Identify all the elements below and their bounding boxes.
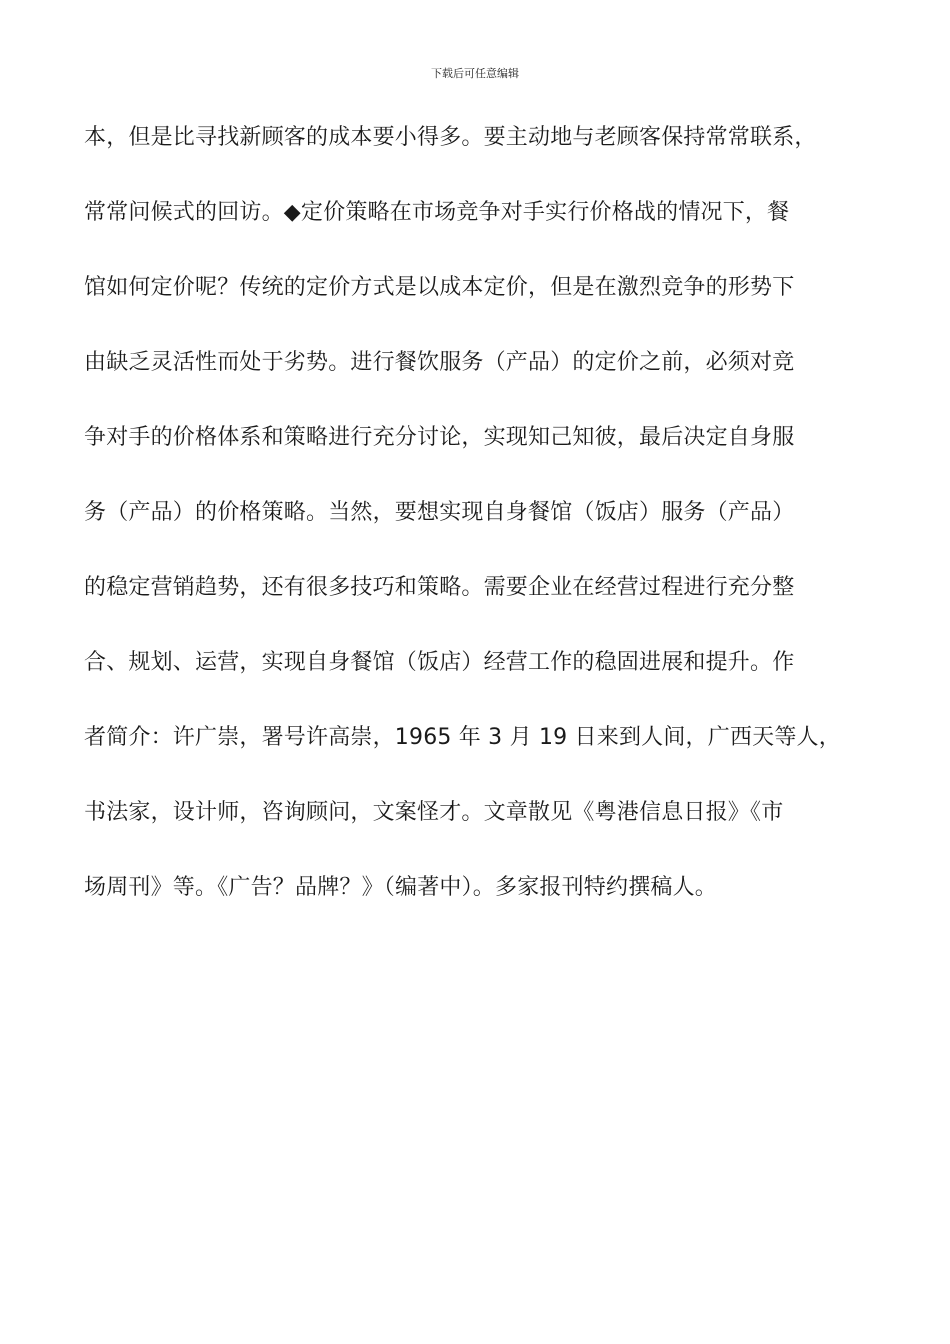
- text-line: 由缺乏灵活性而处于劣势。进行餐饮服务（产品）的定价之前，必须对竞: [84, 350, 795, 375]
- text-line: 合、规划、运营，实现自身餐馆（饭店）经营工作的稳固进展和提升。作: [84, 650, 795, 675]
- text-line: 本，但是比寻找新顾客的成本要小得多。要主动地与老顾客保持常常联系，: [84, 125, 817, 150]
- document-body: [84, 119, 884, 944]
- text-line: 者简介：许广崇，署号许高崇，1965 年 3 月 19 日来到人间，广西天等人，: [84, 725, 841, 750]
- page-header: 下载后可任意编辑: [431, 67, 519, 80]
- text-line: 馆如何定价呢？传统的定价方式是以成本定价，但是在激烈竞争的形势下: [84, 275, 795, 300]
- text-line: 争对手的价格体系和策略进行充分讨论，实现知己知彼，最后决定自身服: [84, 425, 795, 450]
- text-line: 务（产品）的价格策略。当然，要想实现自身餐馆（饭店）服务（产品）: [84, 500, 795, 525]
- text-line: 场周刊》等。《广告？品牌？》（编著中）。多家报刊特约撰稿人。: [84, 875, 718, 900]
- text-line: 书法家，设计师，咨询顾问，文案怪才。文章散见《粤港信息日报》《市: [84, 800, 784, 825]
- text-line: 的稳定营销趋势，还有很多技巧和策略。需要企业在经营过程进行充分整: [84, 575, 795, 600]
- text-line: 常常问候式的回访。◆定价策略在市场竞争对手实行价格战的情况下，餐: [84, 200, 790, 225]
